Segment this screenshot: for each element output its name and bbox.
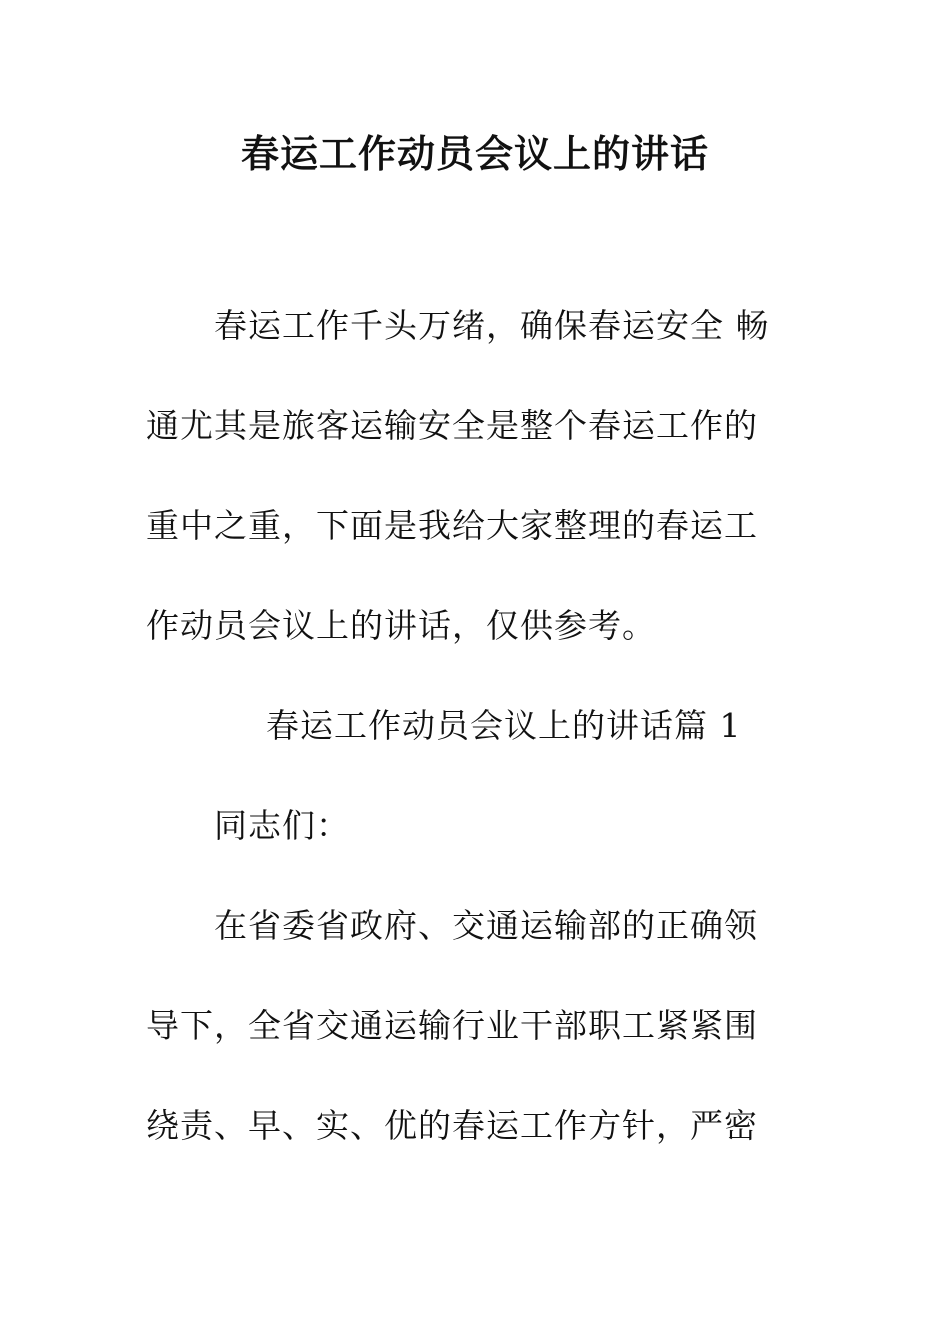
- body-line-3: 绕责、早、实、优的春运工作方针，严密: [146, 1106, 758, 1145]
- document-title: 春运工作动员会议上的讲话: [240, 131, 709, 176]
- intro-line-2: 通尤其是旅客运输安全是整个春运工作的: [146, 406, 758, 445]
- body-line-2: 导下，全省交通运输行业干部职工紧紧围: [146, 1006, 758, 1045]
- section-heading: 春运工作动员会议上的讲话篇 1: [266, 706, 742, 745]
- body-line-1: 在省委省政府、交通运输部的正确领: [214, 906, 758, 945]
- salutation: 同志们：: [214, 806, 350, 845]
- intro-line-3: 重中之重，下面是我给大家整理的春运工: [146, 506, 758, 545]
- intro-line-1: 春运工作千头万绪，确保春运安全 畅: [214, 306, 770, 345]
- intro-line-4: 作动员会议上的讲话，仅供参考。: [146, 606, 656, 645]
